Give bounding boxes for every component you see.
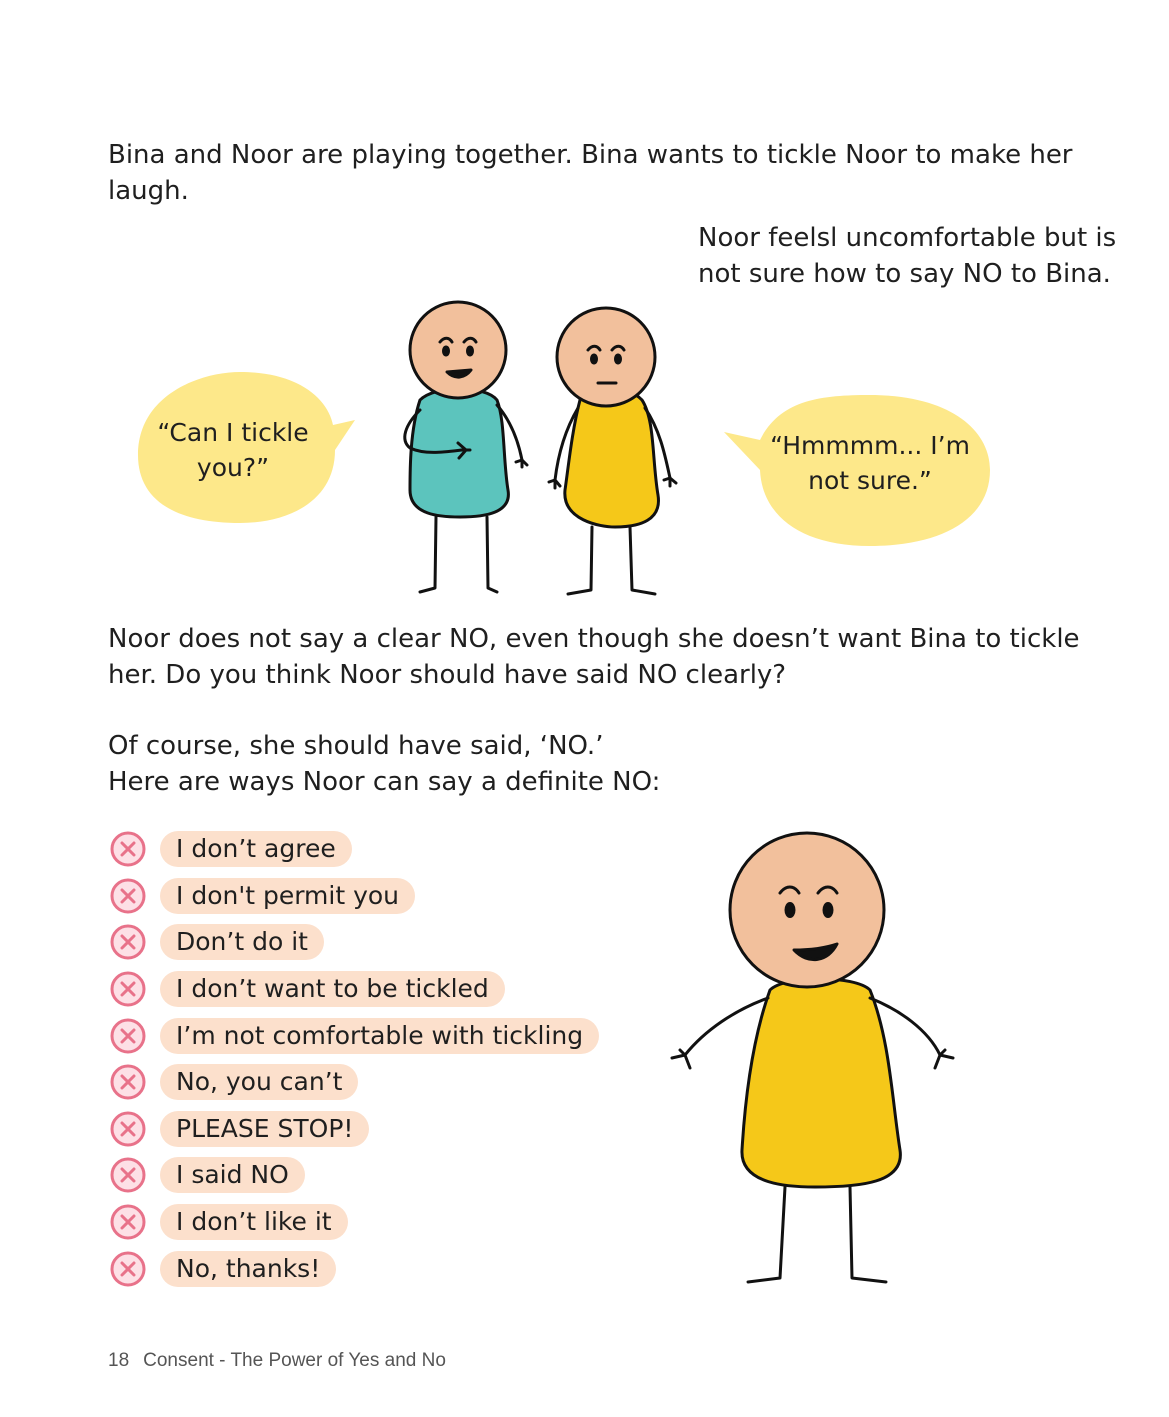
x-circle-icon [108,1249,148,1289]
list-item [108,1245,599,1292]
x-circle-icon [108,922,148,962]
list-item [108,1012,599,1059]
bubble-right-text: “Hmmmm... I’m not sure.” [770,431,970,495]
x-circle-icon [108,829,148,869]
noor-feels-paragraph: Noor feelsl uncomfortable but is not sure how to say NO to Bina. [698,223,1117,289]
no-phrase-label: I don’t agree [160,831,352,867]
x-circle-icon [108,1202,148,1242]
list-item [108,1059,599,1106]
bubble-left-text: “Can I tickle you?” [157,418,309,482]
no-phrase-label: I don't permit you [160,878,415,914]
list-item [108,966,599,1013]
intro-paragraph: Bina and Noor are playing together. Bina wants to tickle Noor to make her laugh. [108,140,1073,206]
no-phrase-label: Don’t do it [160,924,324,960]
page-footer [108,1350,446,1372]
x-circle-icon [108,1155,148,1195]
no-phrase-label: I don’t want to be tickled [160,971,505,1007]
noor-figure-large [672,833,953,1282]
list-item [108,919,599,966]
no-phrase-label: No, you can’t [160,1064,358,1100]
list-item [108,1106,599,1153]
list-item [108,873,599,920]
page-number: 18 [108,1350,130,1371]
no-phrase-label: I said NO [160,1157,305,1193]
no-phrases-list [108,826,599,1292]
course-paragraph [108,728,1098,800]
no-phrase-label: I don’t like it [160,1204,348,1240]
book-title: Consent - The Power of Yes and No [143,1350,446,1371]
course-line-2: Here are ways Noor can say a definite NO: [108,767,661,797]
no-phrase-label: No, thanks! [160,1251,336,1287]
course-line-1: Of course, she should have said, ‘NO.’ [108,731,604,761]
x-circle-icon [108,1016,148,1056]
x-circle-icon [108,1109,148,1149]
no-phrase-label: PLEASE STOP! [160,1111,369,1147]
list-item [108,826,599,873]
x-circle-icon [108,1062,148,1102]
noor-figure-small [549,308,676,594]
question-paragraph: Noor does not say a clear NO, even though she doesn’t want Bina to tickle her. Do you think Noor should have said NO clearly? [108,624,1080,690]
bina-figure [405,302,527,592]
no-phrase-label: I’m not comfortable with tickling [160,1018,599,1054]
list-item [108,1152,599,1199]
x-circle-icon [108,876,148,916]
list-item [108,1199,599,1246]
x-circle-icon [108,969,148,1009]
